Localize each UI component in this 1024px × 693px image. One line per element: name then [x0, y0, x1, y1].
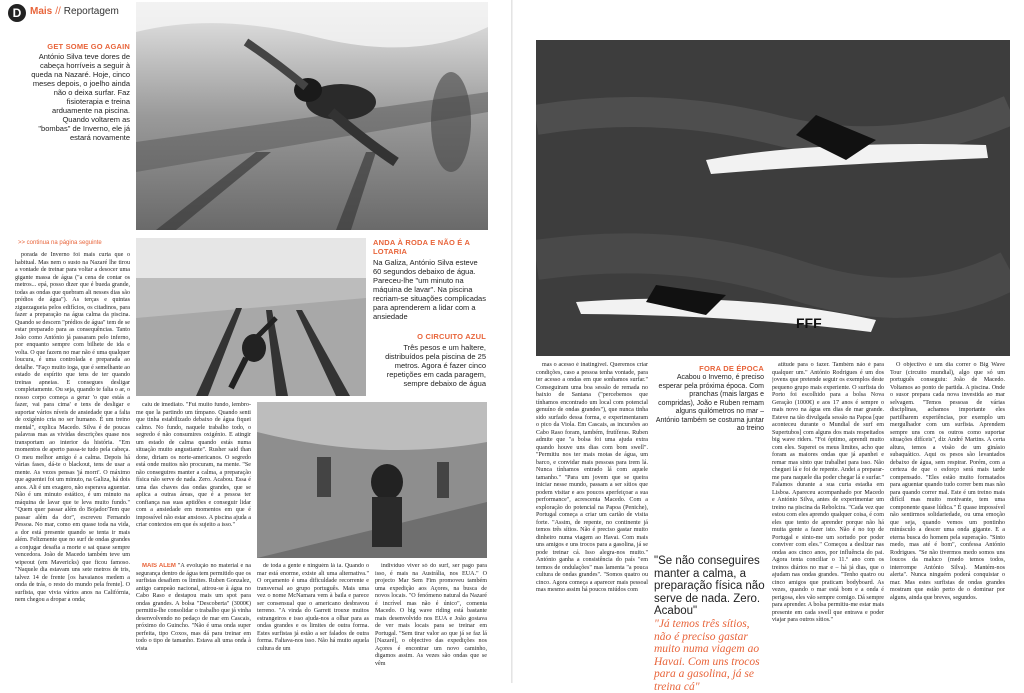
- caption-text-fora: Acabou o Inverno, é preciso esperar pela próxima época. Com pranchas (mais largas e compridas), João e Ruben remam alguns quilómetros no mar – António também se costuma juntar ao treino: [655, 374, 764, 432]
- body-text-col6: mas o acesso é inatingível. Queremos criar condições, caso a pessoa tenha vontade, para ter acesso a ondas em que sonhamos surfar." Conseguiram uma boa sessão de remada no baixio de Santana ("percebemos que tínhamos encontrado um local com potencial genuíno de ondas grandes"), que nunca tinha sido surfado dessa forma, e experimentaram o pico da Viola. Em Cascais, as incursões ao Cabo Raso foram, também, frutíferas. Ruben admite que "a bolsa foi uma ajuda extra quando houve uns dias com bom swell". "Permitiu nos ter mais motas de água, um barco, e convidar mais pessoas para irem lá. Nunca tínhamos entrado lá com aquele tamanho." "Para um jovem que se queira iniciar nesse mundo, passam a ser sítios que podem visitar e aos poucos aperfeiçoar a sua performance", acrescenta Macedo. Com a exploração do potencial na Papoa (Peniche), Portugal começa a criar um cartão de visita forte. "Assim, de repente, no continente já temos três sítios. Não é preciso gastar muito dinheiro numa viagem ao Havai. Com mais uns amigos e uns trocos para a gasolina, já se pode treinar cá. Isso alegra-nos muito." António ganha a consistência do país "em termos de ondulações" mas lamenta "a pouca cultura de ondas grandes". "Somos quatro ou cinco. Agora começa a aparecer mais pessoal mas mesmo assim há poucos miúdos com: [536, 362, 648, 593]
- body-column-8: [890, 362, 1005, 677]
- body-column-5: [375, 563, 487, 677]
- body-column-7: [772, 362, 884, 677]
- caption-title-fora: FORA DE ÉPOCA: [699, 364, 764, 373]
- surfers-aerial-photo: [536, 40, 1010, 356]
- body-column-2: [136, 402, 251, 562]
- caption-title-circuito: O CIRCUITO AZUL: [417, 332, 486, 341]
- section-label: [30, 6, 119, 17]
- caption-text-circuito: Três pesos e um haltere, distribuídos pela piscina de 25 metros. Agora é fazer cinco repetições em cada paragem, sempre debaixo de água: [385, 343, 486, 388]
- body-text-col3-text: "A evolução no material e na segurança dentro de água tem permitido que os surfistas desafiem os limites. Ruben Gonzalez, antigo campeão nacional, atirou-se à água no Cabo Raso e destapou mais um spot para ondas grandes. A bolsa "Descoberta" (3000€) permitiu-lhe consolidar o trabalho que já vinha desenvolvendo no pedaço de mar em Cascais, próximo do Guincho. "Não é uma onda super perfeita, tipo Coxos, mas dá para treinar em todo o tipo de tamanho. Estava ali uma onda à vista: [136, 563, 251, 652]
- pullquote-1: "Se não conseguires manter a calma, a preparação física não serve de nada. Zero. Acabou": [654, 555, 765, 617]
- page-gutter: [511, 0, 513, 683]
- caption-text-anda: Na Galiza, António Silva esteve 60 segundos debaixo de água. Pareceu-lhe "um minuto na máquina de lavar". Na piscina recriam-se situações complicadas para aprenderem a lidar com a ansiedade: [373, 258, 486, 321]
- body-text-col1: porada de Inverno foi mais curta que o habitual. Mas nem o susto na Nazaré lhe tirou a vontade de treinar para voltar a desocer uma gigante massa de água ("a cena de contar os metros... epá, posso dizer que é bueda grande, todas as ondas que quebram ali nesses dias são prédios de água"). As terças e quintas ziguezagueia pelos edifícios, os citadinos, para fazer a preparação na água calma da piscina. Quando se descem "prédios de água" tem de se estar preparado para as consequências. Tanto João como António já passaram pelo inferno, por enquanto sempre com bilhete de ida e volta. O que fazem no mar não é uma qualquer loucura, é uma controlada e preparada ao detalhe. "Faço muito ioga, que é semelhante ao estado de espírito que tens de ter quando treinas apneias. E consegues desligar completamente. Ou seja, quando te falta o ar, o nosso corpo começa a gerar 'o que estás a fazer, vai para cima' e tens de desligar e suportar vários níveis de ansiedade que a falta de oxigénio cria no ser humano. É um treino mental", explica Macedo. Silva é de poucas palavras mas as vividas descrições quase nos transportam ao interior da história. "Em momentos de aperto passa-te tudo pela cabeça. O meu melhor amigo é a calma. Depois há várias fases, dá-te o blackout, tens de usar a mente. As vezes pensas 'já morri'. O máximo que aguentei foi um minuto, na Galiza, há dois anos. Ali é um exagero, não esperava aguentar. Não é um minuto estático, é um minuto na máquina de lavar que te leva muito fundo." "Quem quer passar além do Bojador/Tem que passar além da dor", escreveu Fernando Pessoa. No mar, como em quase toda na vida, a dor está presente quando se tenta ir mais além. Felizmente que no surf de ondas grandes a conjugar desafia a morte e sai quase sempre vencedora. João de Macedo também teve um wipeout (em Mavericks) que ficou famoso. "Naquele dia estavam uns sete metros de tris, talvez 14 de frente [os havaianos medem a onda de trás, o resto do mundo pela frente]. O surfista, que vivia vários anos na Califórnia, nem chegou a dropar a onda;: [15, 252, 130, 603]
- body-text-col4: de toda a gente e ninguém lá ia. Quando o mar está enorme, existe ali uma alternativa." O orçamento é uma dificuldade recorrente e transversal ao grupo português. Mais uma vez o nome McNamara vem à baila e parece ser consensual que o americano desbravou terreno. "A vinda do Garrett trouxe muitos estrangeiros e isso ajuda-nos a olhar para as ondas grandes e os limites de outra forma. Estes surfistas já estão a ser falados de outra forma. Faltava-nos isso. Não há muito aquela cultura de um: [257, 563, 369, 652]
- section-sub: Reportagem: [63, 6, 119, 17]
- body-text-col3: [136, 563, 251, 653]
- body-text-col7: atitude para o fazer. Também não é para qualquer um." António Rodrigues é um dos jovens que pretende seguir os exemplos deste pequeno grupo mais experiente. O surfista do Porto foi escolhido para a bolsa Nova Geração (1000€) e aos 17 anos é sempre o mais novo na água em dias de mar grande. Esteve na tão divulgada sessão na Papoa [que aconteceu durante o Mundial de surf em Supertubos] com alguns dos mais respeitados big wave riders. "Foi óptimo, aprendi muito com eles. Superei os meus limites, acho que foram as maiores ondas que já apanhei e remar mas sinto que trabalhei para isso. Não cheguei lá e foi de repente. Andei a preparar-me para naquele dia poder chegar lá e surfar." Falamos durante a sua curta estadia em Lisboa. Apareceu acompanhado por Macedo e António Silva, antes de experimentar um treino na piscina da Rebolcira. "Cada vez que estou com eles aprendo qualquer coisa, é com eles que tento de aprender porque não há muita gente a fazer isto. Não é no top de Portugal e sinto-me um sortudo por poder conviver com eles." Começou a deslizar nas ondas aos cinco anos, por influência do pai. Agora tenta conciliar o 11.º ano com os treinos diários no mar e – há já dias, que o ajudam nas ondas grandes. "Tenho quatro ou cinco amigos que praticam bodyboard. As vezes, quando o mar está bom e a onda é perigosa, eles vão sempre comigo. Dá sempre para aprender. A bolsa permitiu-me estar mais presente em cada swell que entrava e poder viajar para outros sítios.": [772, 362, 884, 623]
- magazine-logo: D: [8, 4, 26, 22]
- body-column-6: [536, 362, 648, 677]
- caption-title-get-some: GET SOME GO AGAIN: [47, 42, 130, 51]
- continue-label: >> continua na página seguinte: [18, 240, 102, 246]
- subhead-mais-alem: MAIS ALÉM: [142, 563, 176, 569]
- body-text-col2: caiu de imediato. "Fui muito fundo, lembro-me que la partindo um tímpano. Quando senti que tinha estabilizado debaixo de água fiquei calmo. No fundo, naquele trabalho todo, o segredo é não consumires oxigénio. E atingir um estado de calma quando estás numa situação muito angustiante". Rusher said than done, diriam os norte-americanos. O segredo está onde muitos não procuram, na mente. "Se não conseguires manter a calma, a preparação física não serve de nada. Zero. Acabou. Essa é uma das chaves das ondas grandes, que se aplica a outras áreas, que é a pessoa ter confiança nas suas aptidões e conseguir lidar com a ansiedade em momentos em que é impossível não estar ansioso. A piscina ajuda a criar contextos em que és sujeito a isso.": [136, 402, 251, 528]
- body-column-1: [15, 252, 130, 677]
- caption-text-get-some: António Silva teve dores de cabeça horríveis a seguir à queda na Nazaré. Hoje, cinco meses depois, o joelho ainda não o deixa surfar. Faz fisioterapia e treina arduamente na piscina. Quando voltarem as "bombas" de Inverno, ele já estará novamente: [31, 52, 130, 142]
- pullquote-2: "Já temos três sítios, não é preciso gastar muito numa viagem ao Havai. Com uns trocos para a gasolina, já se treina cá": [654, 618, 760, 693]
- body-column-4: [257, 563, 369, 677]
- swimmer-pool-underwater-photo: [136, 2, 488, 230]
- body-text-col8: O objectivo é um dia correr o Big Wave Tour (circuito mundial), algo que só um português conseguiu: João de Macedo. Voltamos ao ponto de partida. A piscina. Onde o susor prepara cada nova investida ao mar selvagem. "Temos pessoas de várias disciplinas, achamos importante eles partilharem experiências, por exemplo um mergulhador com um surfista. Aprendem sempre uns com os outros como suportar situações difíceis", diz André Martins. A certa altura, temos a visão de um ginásio subaquático. Aqui os pesos são levantados debaixo de água, sem respirar. Porém, com a certeza de que o esforço será mais tarde compensado. "Eles estão muito formatados para aguentar quando tudo correr bem mas não para quando correr mal. Este é um treino mais difícil mas muito motivante, tem uma componente quase lúdica." É quase impossível não sentirmos solidariedade, ou uma emoção que seja, quando vemos um pontinho minúsculo a descer uma onda gigante. E a eterna busca do homem pela superação. "Sinto medo, mas até é bom", confessa António Rodrigues. "Se não tivermos medo somos uns loucos da maluco (medo temos todos, interrompe António Silva). Mantém-nos alerta". Nunca ninguém poderá conquistar o mar. Mas estes surfistas de ondas grandes mostram que estão perto de o dominar por alguns, ainda que breves, segundos.: [890, 362, 1005, 601]
- body-column-3: [136, 563, 251, 677]
- section-main: Mais: [30, 6, 53, 17]
- section-separator: //: [55, 6, 61, 17]
- pool-bottom-jump-photo: [136, 238, 366, 396]
- body-text-col5: indivíduo viver só do surf, ser pago para isso, é mais na Austrália, nos EUA." O projecto Mar Sem Fim promoveu também uma expedição aos Açores, na busca de novos locais. "O fenómeno natural da Nazaré é incrível mas não é único", comenta Macedo. O big wave riding está bastante mais desenvolvido nos EUA e João gostava de ver mais locais para se treinar em Portugal. "Sem tirar valor ao que já se faz lá [Nazaré], o objectivo das expedições nos Açores é encontrar um novo caminho, digamos assim. As vezes são ondas que se vêm: [375, 563, 487, 667]
- underwater-weights-photo: [257, 402, 487, 558]
- caption-title-anda: ANDA À RODA E NÃO É A LOTARIA: [373, 238, 470, 256]
- surfboard-mark: FFF: [796, 315, 822, 331]
